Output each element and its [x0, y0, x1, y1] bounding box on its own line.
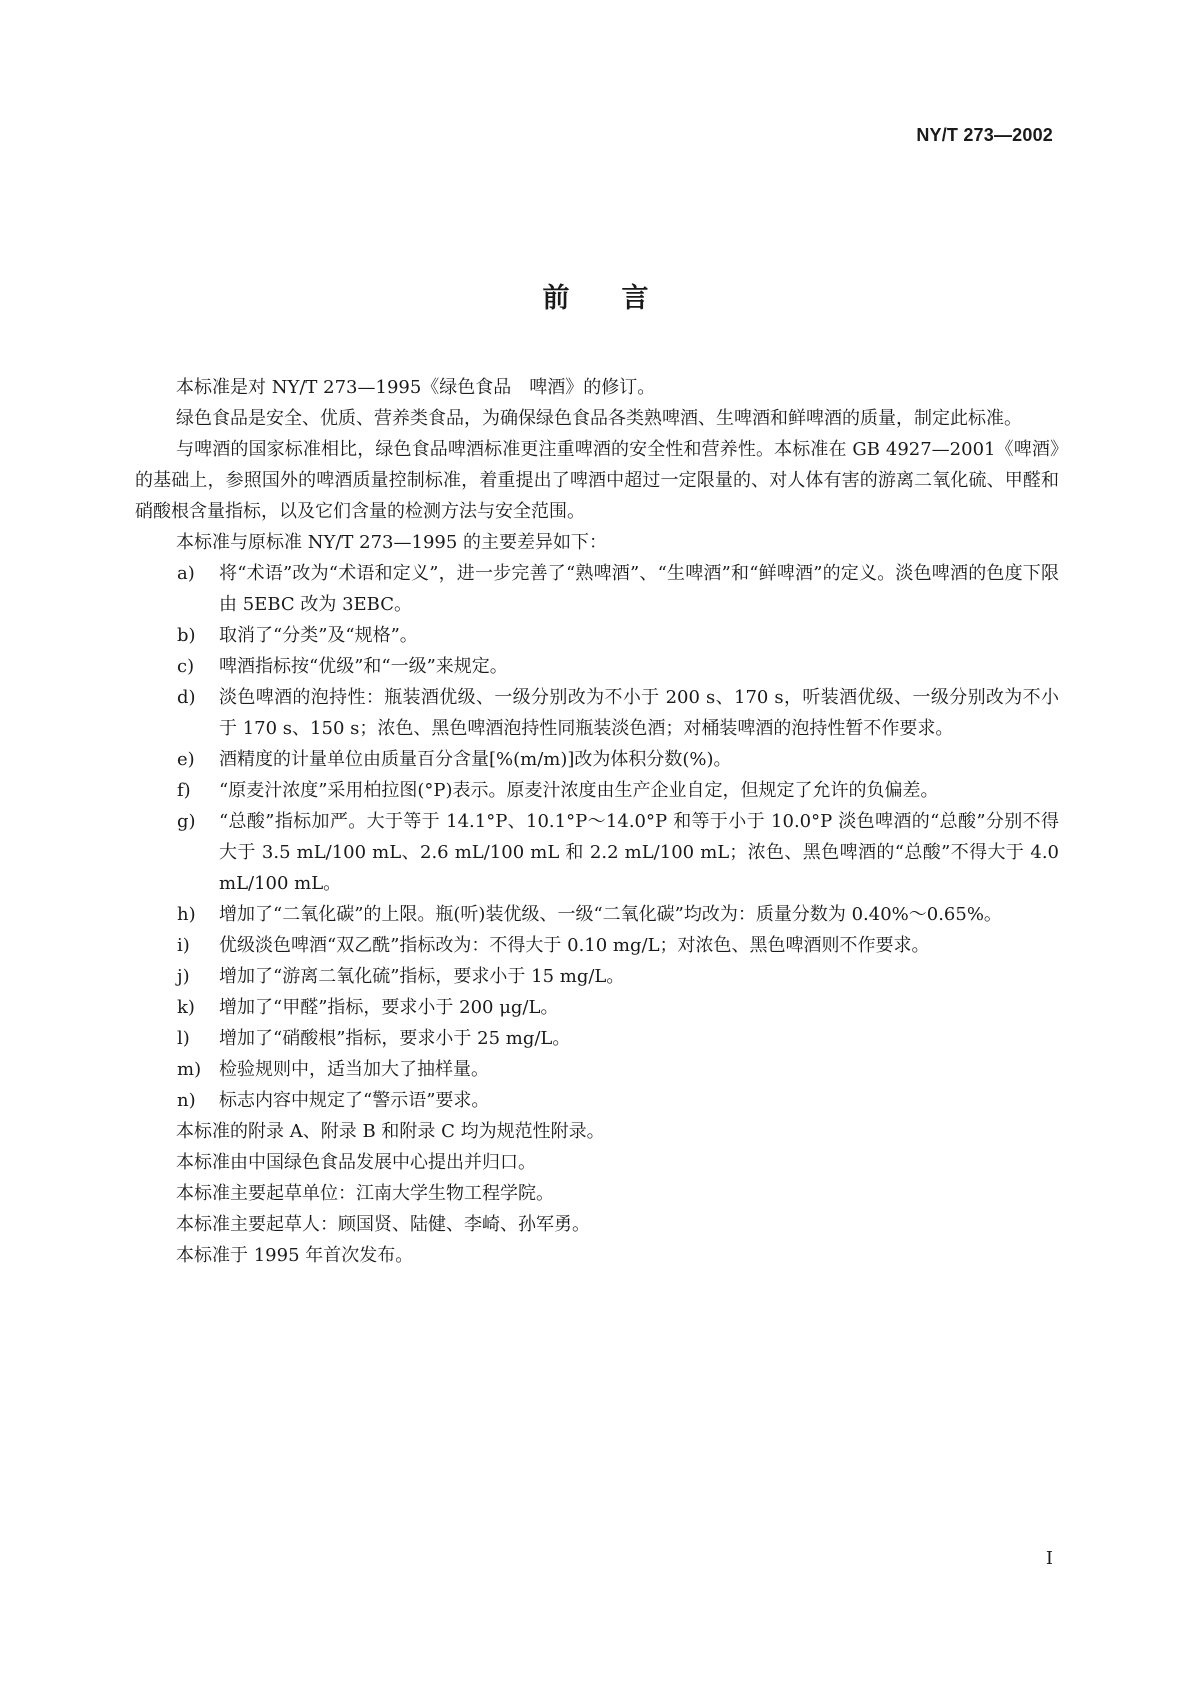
list-item [135, 775, 1059, 806]
intro-paragraph: 绿色食品是安全、优质、营养类食品，为确保绿色食品各类熟啤酒、生啤酒和鲜啤酒的质量，制定此标准。 [176, 408, 1022, 429]
item-mark: n) [177, 1090, 196, 1111]
item-text: 增加了“二氧化碳”的上限。瓶(听)装优级、一级“二氧化碳”均改为：质量分数为 0.40%～0.65%。 [219, 904, 1002, 925]
item-text: “总酸”指标加严。大于等于 14.1°P、10.1°P～14.0°P 和等于小于 10.0°P 淡色啤酒的“总酸”分别不得大于 3.5 mL/100 mL、2.6 mL/100 mL 和 2.2 mL/100 mL；浓色、黑色啤酒的“总酸”不得大于 4.0 mL/100 mL。 [219, 811, 1059, 894]
item-mark: a) [177, 563, 195, 584]
list-item [135, 930, 1059, 961]
page-title: 前言 [542, 283, 701, 314]
item-mark: i) [177, 935, 190, 956]
item-text: 将“术语”改为“术语和定义”，进一步完善了“熟啤酒”、“生啤酒”和“鲜啤酒”的定义。淡色啤酒的色度下限由 5EBC 改为 3EBC。 [219, 563, 1059, 615]
list-item [135, 1054, 1059, 1085]
intro-paragraph: 本标准是对 NY/T 273—1995《绿色食品 啤酒》的修订。 [176, 377, 656, 398]
intro-paragraph: 与啤酒的国家标准相比，绿色食品啤酒标准更注重啤酒的安全性和营养性。本标准在 GB 4927—2001《啤酒》的基础上，参照国外的啤酒质量控制标准，着重提出了啤酒中超过一定限量的、对人体有害的游离二氧化硫、甲醛和硝酸根含量指标，以及它们含量的检测方法与安全范围。 [135, 439, 1059, 522]
closing-paragraph: 本标准于 1995 年首次发布。 [176, 1245, 414, 1266]
foreword-body [135, 372, 1059, 1271]
standard-code: NY/T 273—2002 [916, 125, 1053, 145]
item-text: 标志内容中规定了“警示语”要求。 [219, 1090, 490, 1111]
list-item [135, 1085, 1059, 1116]
list-item [135, 682, 1059, 744]
item-text: 啤酒指标按“优级”和“一级”来规定。 [219, 656, 508, 677]
list-item [135, 992, 1059, 1023]
differences-list [135, 558, 1059, 1116]
item-text: 淡色啤酒的泡持性：瓶装酒优级、一级分别改为不小于 200 s、170 s，听装酒优级、一级分别改为不小于 170 s、150 s；浓色、黑色啤酒泡持性同瓶装淡色酒；对桶装啤酒的泡持性暂不作要求。 [219, 687, 1059, 739]
item-mark: d) [177, 687, 196, 708]
item-text: 酒精度的计量单位由质量百分含量[%(m/m)]改为体积分数(%)。 [219, 749, 732, 770]
item-text: 检验规则中，适当加大了抽样量。 [219, 1059, 489, 1080]
closing-paragraph: 本标准的附录 A、附录 B 和附录 C 均为规范性附录。 [176, 1121, 605, 1142]
item-mark: e) [177, 749, 195, 770]
item-mark: j) [177, 966, 190, 987]
item-mark: h) [177, 904, 196, 925]
item-mark: g) [177, 811, 196, 832]
closing-paragraph: 本标准主要起草人：顾国贤、陆健、李崎、孙军勇。 [176, 1214, 590, 1235]
intro-paragraph: 本标准与原标准 NY/T 273—1995 的主要差异如下： [176, 532, 608, 553]
list-item [135, 1023, 1059, 1054]
list-item [135, 651, 1059, 682]
item-mark: c) [177, 656, 195, 677]
closing-paragraph: 本标准主要起草单位：江南大学生物工程学院。 [176, 1183, 554, 1204]
item-text: 增加了“甲醛”指标，要求小于 200 μg/L。 [219, 997, 559, 1018]
item-text: “原麦汁浓度”采用柏拉图(°P)表示。原麦汁浓度由生产企业自定，但规定了允许的负偏差。 [219, 780, 939, 801]
item-text: 增加了“游离二氧化硫”指标，要求小于 15 mg/L。 [219, 966, 625, 987]
item-text: 优级淡色啤酒“双乙酰”指标改为：不得大于 0.10 mg/L；对浓色、黑色啤酒则不作要求。 [219, 935, 930, 956]
list-item [135, 961, 1059, 992]
page-number: I [1045, 1548, 1053, 1569]
item-mark: k) [177, 997, 195, 1018]
closing-paragraph: 本标准由中国绿色食品发展中心提出并归口。 [176, 1152, 536, 1173]
list-item [135, 899, 1059, 930]
item-mark: m) [177, 1059, 202, 1080]
list-item [135, 744, 1059, 775]
list-item [135, 620, 1059, 651]
item-text: 增加了“硝酸根”指标，要求小于 25 mg/L。 [219, 1028, 571, 1049]
item-mark: b) [177, 625, 196, 646]
item-text: 取消了“分类”及“规格”。 [219, 625, 418, 646]
item-mark: l) [177, 1028, 190, 1049]
list-item [135, 558, 1059, 620]
item-mark: f) [177, 780, 191, 801]
list-item [135, 806, 1059, 899]
